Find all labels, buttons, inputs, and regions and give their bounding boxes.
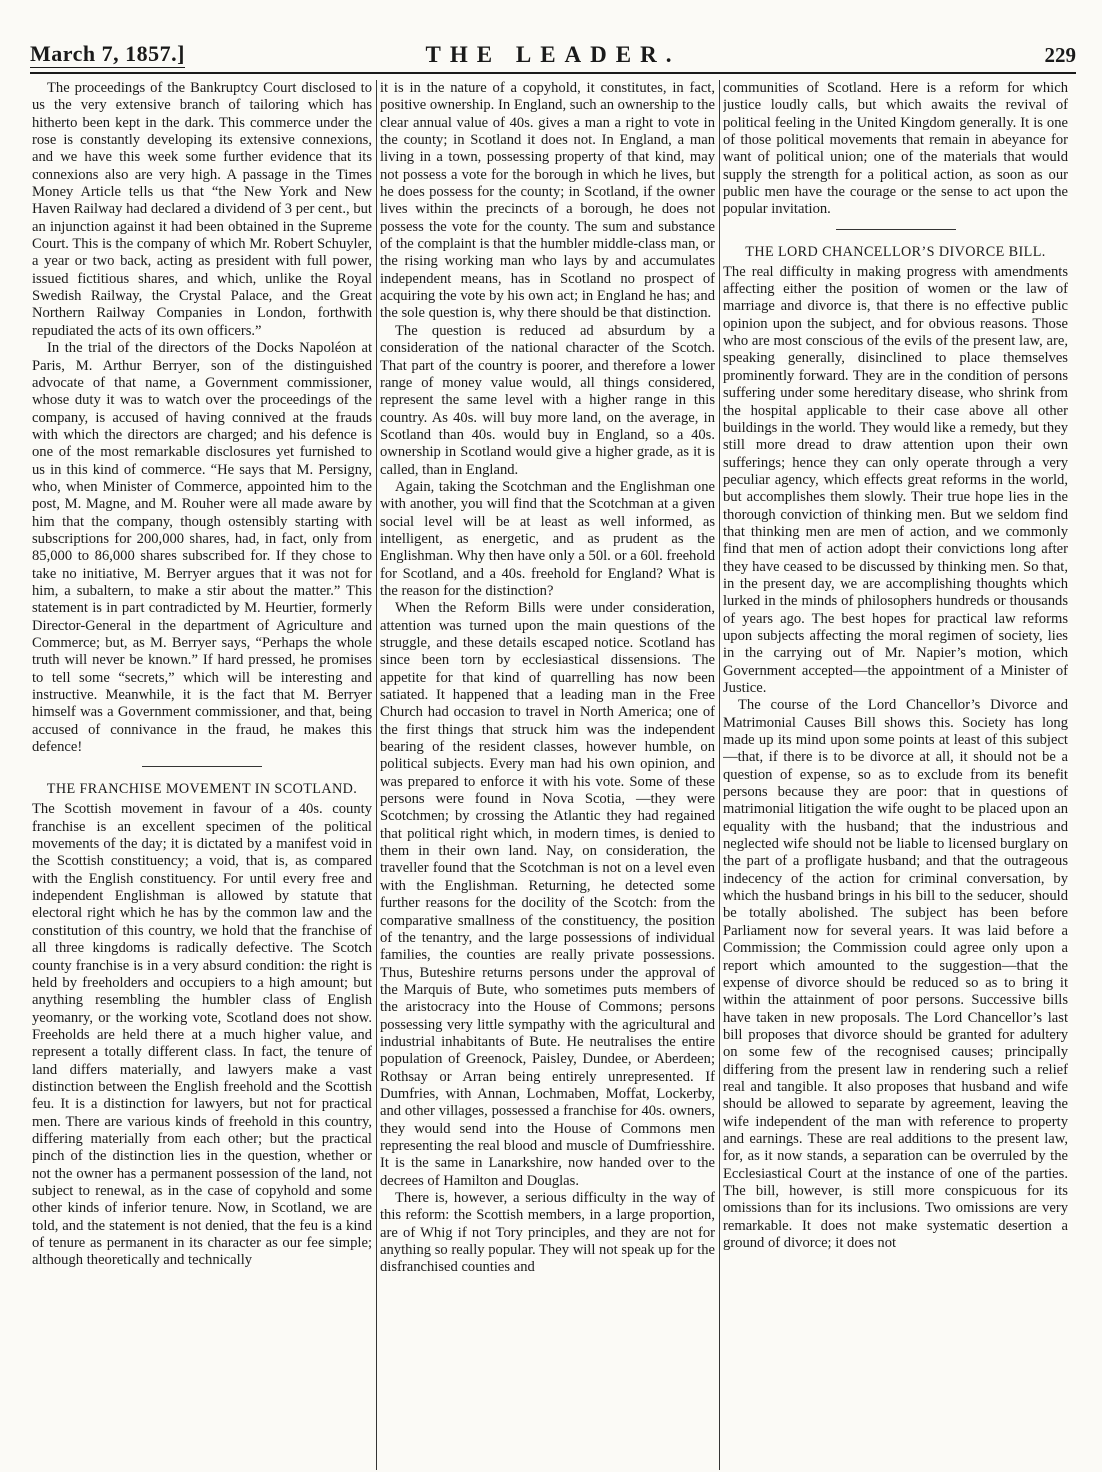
article-paragraph: it is in the nature of a copyhold, it constitutes, in fact, positive ownership. In England, such an ownership to the clear annual value of 40s. gives a man a right to vote in the county; in Scotland it does not. In England, a man living in a town, possessing property of that kind, may not possess a vote for the borough in which he lives, but he does possess for the county; in Scotland, if the owner lives within the precincts of a borough, he does not possess the vote for the county. The sum and substance of the complaint is that the humbler middle-class man, or the rising working man who lays by and accumulates independent means, has in Scotland no prospect of acquiring the vote by his own act; in England he has; and the sole question is, why there should be that distinction. [380,80,715,322]
column-3 [723,80,1068,1470]
column-1 [32,80,372,1470]
article-paragraph: When the Reform Bills were under consideration, attention was turned upon the main questions of the struggle, and these details escaped notice. Scotland has since been torn by ecclesiastical dissensions. The appetite for that kind of quarrelling has now been satiated. It happened that a leading man in the Free Church had occasion to travel in North America; one of the first things that struck him was the independent bearing of the resident classes, however humble, on political subjects. Every man had his own opinion, and was prepared to enforce it with his vote. Some of these persons were found in Nova Scotia, —they were Scotchmen; by crossing the Atlantic they had regained that political right which, in modern times, is denied to them in their own land. Nay, on consideration, the traveller found that the Scotchman is not on a level even with the Englishman. Returning, he detected some further reasons for the docility of the Scotch: from the comparative smallness of the constituency, the position of the tenantry, and the large possessions of individual families, the counties are really private possessions. Thus, Buteshire returns persons under the approval of the Marquis of Bute, who sometimes puts members of the aristocracy into the House of Commons; persons possessing very little sympathy with the agricultural and industrial inhabitants of Bute. He neutralises the entire population of Greenock, Paisley, Dundee, or Aberdeen; Rothsay or Arran being entirely unrepresented. If Dumfries, with Annan, Lochmaben, Moffat, Lockerby, and other villages, possessed a franchise for 40s. owners, they would send into the House of Commons men representing the real blood and muscle of Dumfriesshire. It is the same in Lanarkshire, now handed over to the decrees of Hamilton and Douglas. [380,600,715,1189]
article-paragraph: Again, taking the Scotchman and the Englishman one with another, you will find that the Scotchman at a given social level will be at least as well informed, as intelligent, as energetic, and as prudent as the Englishman. Why then have only a 50l. or a 60l. freehold for Scotland, and a 40s. freehold for England? What is the reason for the distinction? [380,478,715,599]
article-paragraph: In the trial of the directors of the Docks Napoléon at Paris, M. Arthur Berryer, son of the distinguished advocate of that name, a Government commissioner, whose duty it was to watch over the proceedings of the company, is accused of having connived at the frauds with which the directors are charged; and his defence is one of the most remarkable disclosures yet furnished to us in this kind of commerce. “He says that M. Persigny, who, when Minister of Commerce, appointed him to the post, M. Magne, and M. Rouher were all made aware by him that the company, though ostensibly starting with subscriptions for 200,000 shares, had, in fact, only from 85,000 to 86,000 shares subscribed for. If they chose to take no initiative, M. Berryer argues that it was not for him, a subaltern, to make a stir about the matter.” This statement is in part contradicted by M. Heurtier, formerly Director-General in the department of Agriculture and Commerce; but, as M. Berryer says, “Perhaps the whole truth will never be known.” If hard pressed, he promises to tell some “secrets,” which will be interesting and instructive. Meanwhile, it is the fact that M. Berryer himself was a Government commissioner, and that, being accused of connivance in the fraud, he makes this defence! [32,340,372,756]
newspaper-title: THE LEADER. [425,42,681,67]
page-number: 229 [1044,43,1076,67]
article-paragraph: The question is reduced ad absurdum by a consideration of the national character of the Scotch. That part of the country is poorer, and therefore a lower range of money value would, all things considered, represent the same level with a higher range in this country. As 40s. will buy more land, on the average, in Scotland than 40s. would buy in England, so a 40s. ownership in Scotland would give a higher grade, as it is called, than in England. [380,322,715,478]
section-heading: THE LORD CHANCELLOR’S DIVORCE BILL. [745,243,1046,260]
column-2 [380,80,715,1470]
article-paragraph: The Scottish movement in favour of a 40s. county franchise is an excellent specimen of the political movements of the day; it is dictated by a manifest void in the Scottish constituency; a void, that is, as compared with the English constituency. For until every free and independent Englishman is allowed by statute that electoral right which he has by the common law and the constitution of this country, we hold that the franchise of all three kingdoms is radically defective. The Scotch county franchise is in a very absurd condition: the right is held by freeholders and occupiers to a high amount; but anything resembling the humbler class of English yeomanry, or the working vote, Scotland does not show. Freeholds are held there at a much higher value, and represent a totally different class. In fact, the tenure of land differs materially, and lawyers make a vast distinction between the English freehold and the Scottish feu. It is a distinction for lawyers, but not for practical men. There are various kinds of freehold in this country, differing materially from each other; but the practical pinch of the distinction lies in the question, whether or not the owner has a permanent possession of the land, not subject to renewal, as in the case of copyhold and some other kinds of inferior tenure. Now, in Scotland, we are told, and the statement is not denied, that the feu is a kind of tenure as permanent in its character as our fee simple; although theoretically and technically [32,801,372,1269]
masthead [30,40,1076,74]
article-paragraph: There is, however, a serious difficulty in the way of this reform: the Scottish members, in a large proportion, are of Whig if not Tory principles, and they are not for anything so really popular. They will not speak up for the disfranchised counties and [380,1190,715,1276]
section-divider [142,766,262,767]
article-paragraph: The proceedings of the Bankruptcy Court disclosed to us the very extensive branch of tailoring which has hitherto been kept in the dark. This commerce under the rose is constantly developing its extensive connexions, and we have this week some further evidence that its connexions also are very high. A passage in the Times Money Article tells us that “the New York and New Haven Railway had declared a dividend of 3 per cent., but an injunction against it had been obtained in the Supreme Court. This is the company of which Mr. Robert Schuyler, a year or two back, acting as president with full power, issued fictitious shares, and which, unlike the Royal Swedish Railway, the Crystal Palace, and the Great Northern Railway Companies in London, forthwith repudiated the acts of its own officers.” [32,80,372,339]
section-divider [836,229,956,230]
column-divider [719,80,720,1470]
article-paragraph: The course of the Lord Chancellor’s Divorce and Matrimonial Causes Bill shows this. Society has long made up its mind upon some points at least of this subject—that, if there is to be divorce at all, it should not be a question of expense, so as to exclude from its benefit persons because they are poor: that in questions of matrimonial litigation the wife ought to be placed upon an equality with the husband; that the industrious and neglected wife should not be liable to licensed burglary on the part of a profligate husband; and that the outrageous indecency of the action for criminal conversation, by which the husband brings in his bill to the seducer, should be totally abolished. The subject has been before Parliament now for several years. It was laid before a Commission; the Commission could agree only upon a report which amounted to the suggestion—that the expense of divorce should be reduced so as to bring it within the attainment of poor persons. Successive bills have taken in new proposals. The Lord Chancellor’s last bill proposes that divorce should be granted for adultery on some few of the recognised causes; principally differing from the present law in rendering such a relief real and tangible. It also proposes that husband and wife should be allowed to separate by agreement, leaving the wife independent of the man with reference to property and earnings. These are real additions to the present law, for, as it now stands, a separation can be overruled by the Ecclesiastical Court at the instance of one of the parties. The bill, however, is still more conspicuous for its omissions than for its inclusions. Two omissions are very remarkable. It does not make systematic desertion a ground of divorce; it does not [723,697,1068,1251]
issue-date: March 7, 1857.] [30,41,185,66]
article-paragraph: communities of Scotland. Here is a reform for which justice loudly calls, but which awaits the revival of political feeling in the United Kingdom generally. It is one of those political movements that remain in abeyance for want of political union; one of the materials that would supply the strength for a political action, as soon as our public men have the courage or the sense to act upon the popular invitation. [723,80,1068,218]
section-heading: THE FRANCHISE MOVEMENT IN SCOTLAND. [46,781,358,798]
column-divider [376,80,377,1470]
article-paragraph: The real difficulty in making progress with amendments affecting either the position of women or the law of marriage and divorce is, that there is no effective public opinion upon the subject, and for obvious reasons. Those who are most conscious of the evils of the present law, are, speaking generally, disinclined to place themselves prominently forward. They are in the condition of persons suffering under some hereditary disease, who shrink from the hospital applicable to their case above all other buildings in the world. They would like a remedy, but they still more dread to draw attention upon their own sufferings; hence they can only operate through a very peculiar agency, which effects great reforms in the world, but accomplishes them slowly. Their true hope lies in the thorough conviction of thinking men. But we seldom find that thinking men are men of action, and we commonly find that men of action adopt their convictions long after they have ceased to be discussed by thinking men. So that, in the present day, we are accomplishing thoughts which lurked in the minds of philosophers hundreds or thousands of years ago. The best hopes for practical law reforms upon subjects affecting the moral regimen of society, lies in the carrying out of Mr. Napier’s motion, which Government accepted—the appointment of a Minister of Justice. [723,263,1068,696]
